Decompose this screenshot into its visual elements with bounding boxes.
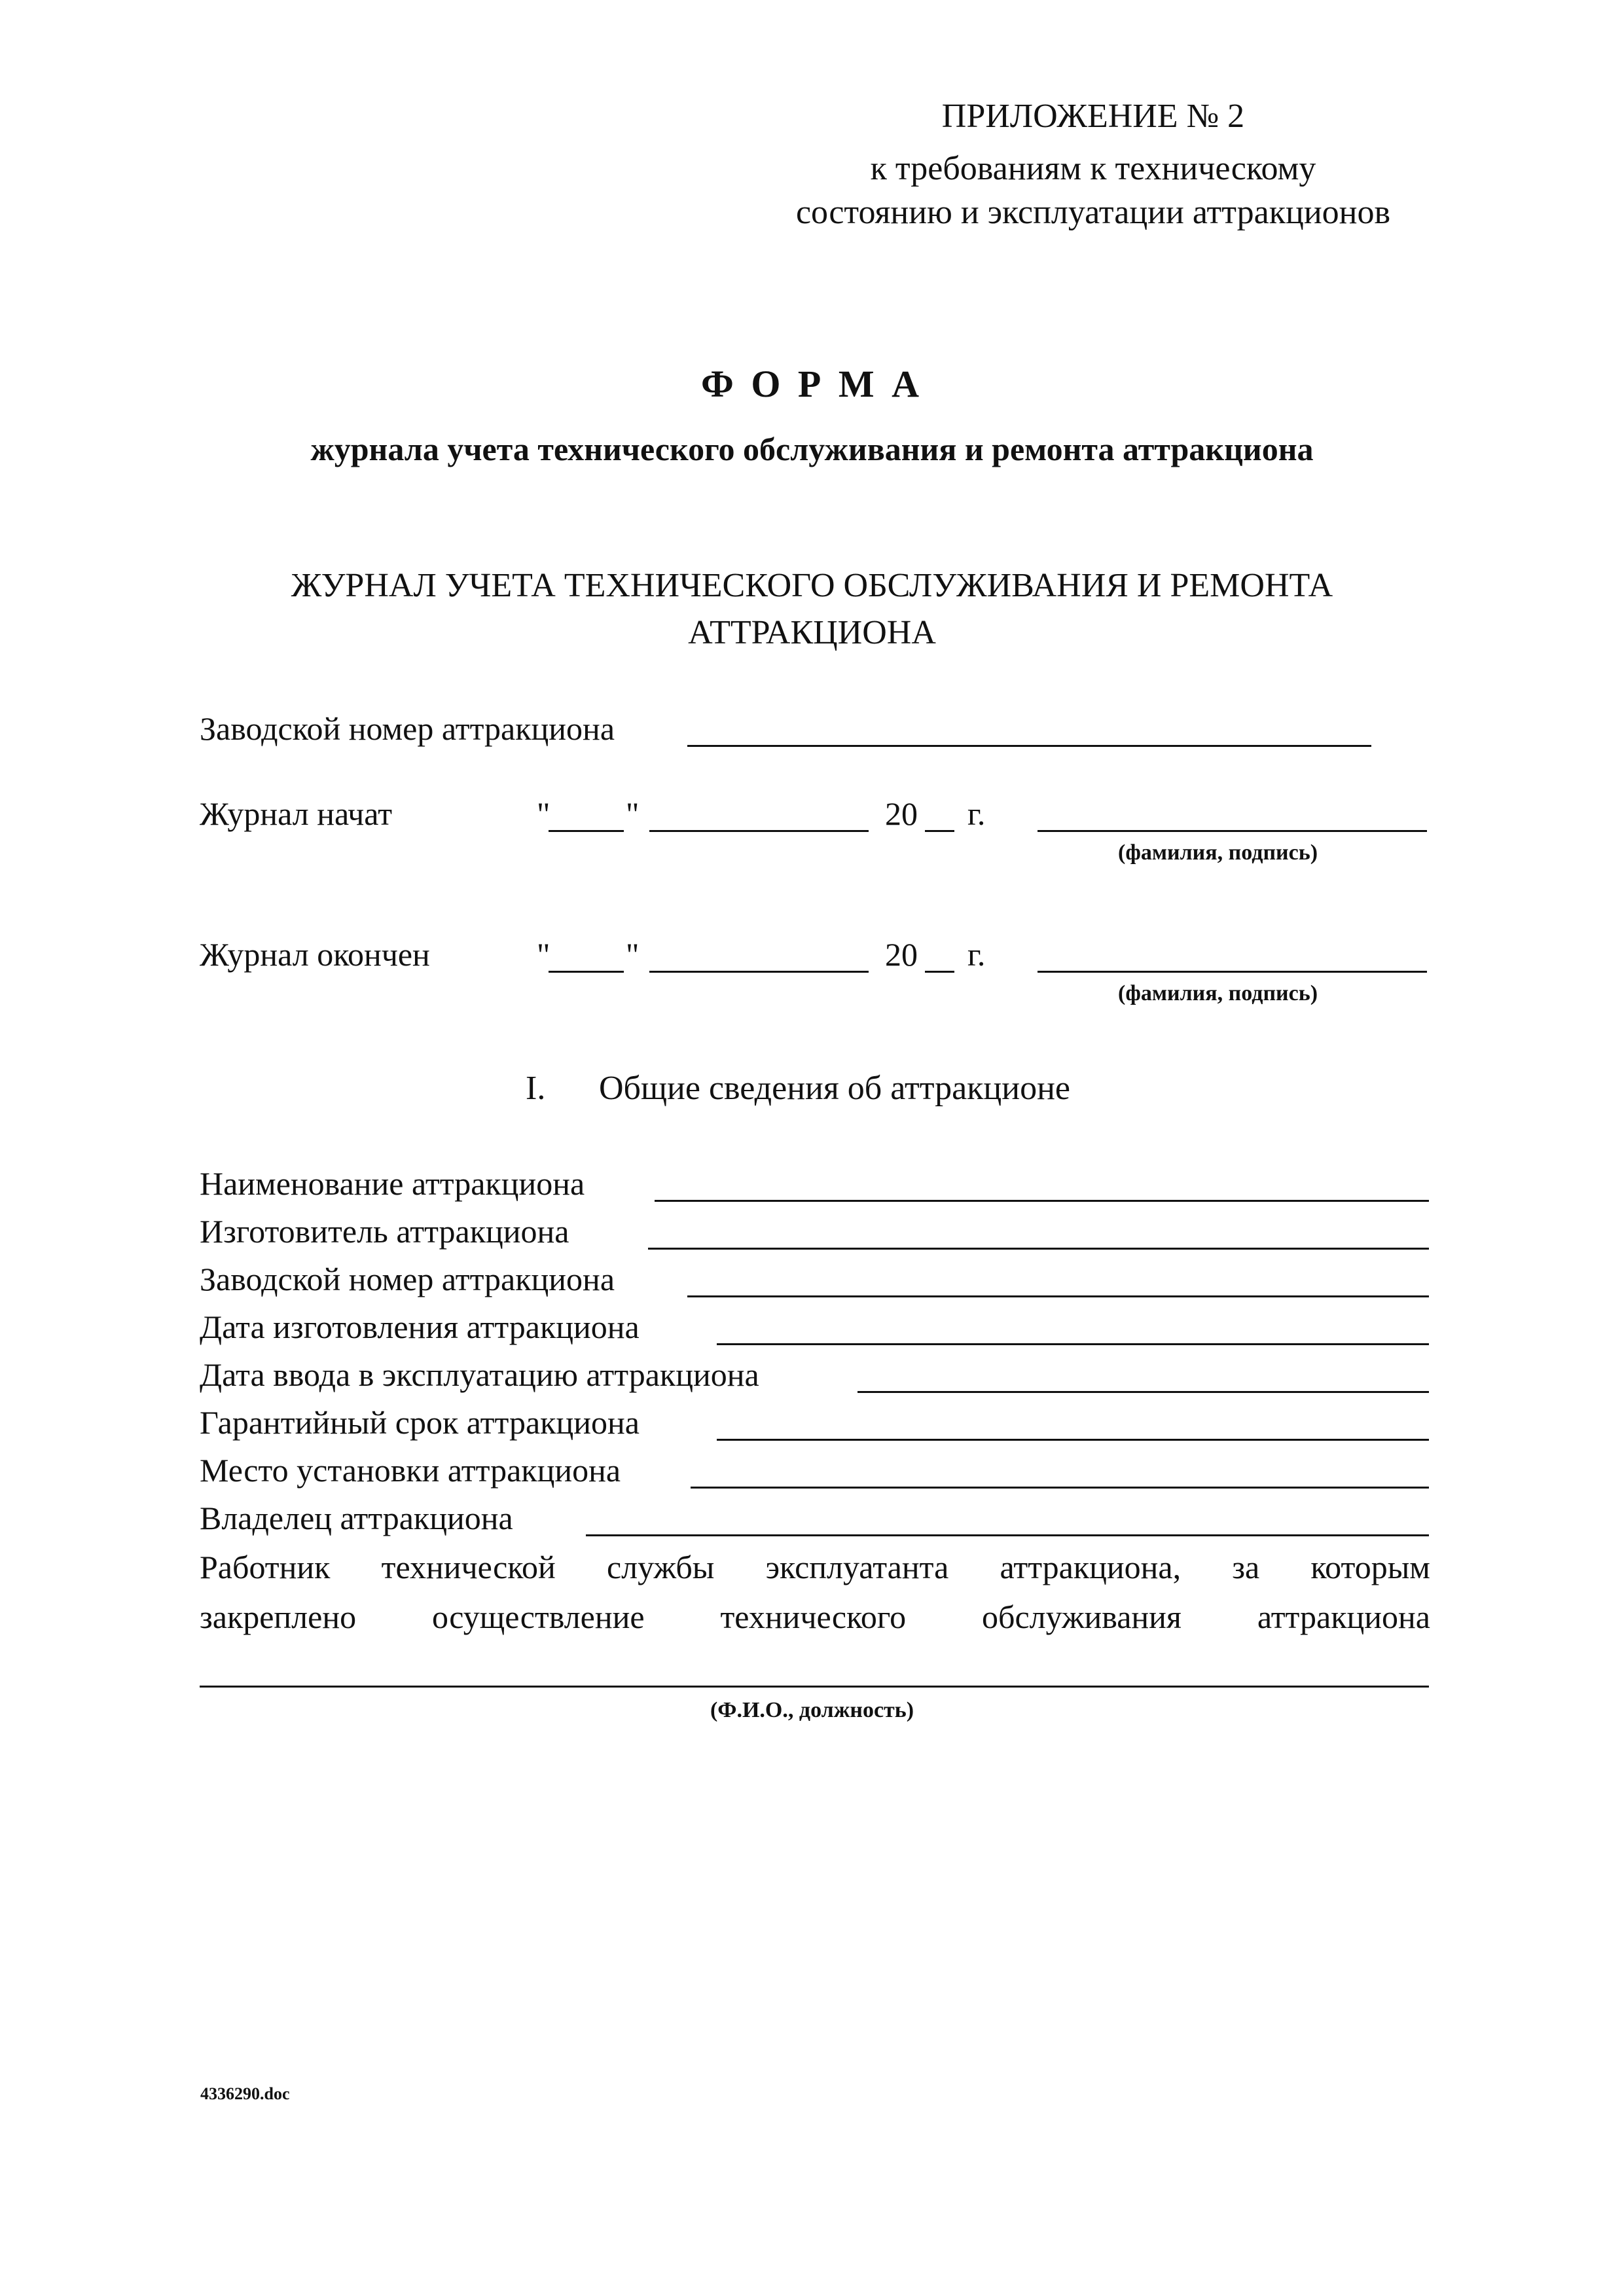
field-input-owner[interactable] <box>586 1534 1429 1536</box>
ended-year-suffix: г. <box>967 936 986 973</box>
ended-quote-open: " <box>537 936 550 973</box>
appendix-title: ПРИЛОЖЕНИЕ № 2 <box>941 98 1245 135</box>
started-quote-open: " <box>537 795 550 832</box>
serial-number-label: Заводской номер аттракциона <box>200 710 615 747</box>
field-input-warranty[interactable] <box>717 1439 1429 1441</box>
section-number: I. <box>526 1070 546 1107</box>
appendix-condition: состоянию и эксплуатации аттракционов <box>795 194 1391 231</box>
form-subtitle: журнала учета технического обслуживания и ремонта аттракциона <box>310 431 1314 467</box>
worker-word: аттракциона <box>1257 1599 1430 1635</box>
worker-word: технического <box>720 1599 907 1635</box>
worker-caption: (Ф.И.О., должность) <box>710 1698 914 1722</box>
field-input-location[interactable] <box>691 1487 1429 1489</box>
ended-year-prefix: 20 <box>885 936 918 973</box>
field-label-commission-date: Дата ввода в эксплуатацию аттракциона <box>200 1356 759 1393</box>
section-title: Общие сведения об аттракционе <box>599 1070 1070 1107</box>
ended-signature-caption: (фамилия, подпись) <box>1118 981 1318 1005</box>
field-label-serial: Заводской номер аттракциона <box>200 1261 615 1297</box>
journal-heading-line1: ЖУРНАЛ УЧЕТА ТЕХНИЧЕСКОГО ОБСЛУЖИВАНИЯ И РЕМОНТА <box>291 567 1333 604</box>
field-input-name[interactable] <box>655 1200 1429 1202</box>
started-year-suffix: г. <box>967 795 986 832</box>
started-quote-close: " <box>626 795 640 832</box>
field-input-manufacturer[interactable] <box>648 1248 1429 1250</box>
worker-word: эксплуатанта <box>765 1549 949 1585</box>
field-input-manufacture-date[interactable] <box>717 1343 1429 1345</box>
field-label-owner: Владелец аттракциона <box>200 1500 513 1536</box>
worker-input-field[interactable] <box>200 1686 1429 1688</box>
worker-line-1 <box>200 1549 1430 1585</box>
journal-heading-line2: АТТРАКЦИОНА <box>688 614 936 651</box>
journal-started-label: Журнал начат <box>200 795 393 832</box>
started-day-field[interactable] <box>549 830 624 832</box>
worker-word: Работник <box>200 1549 331 1585</box>
worker-word: осуществление <box>431 1599 645 1635</box>
form-title: Ф О Р М А <box>701 363 923 405</box>
worker-word: службы <box>606 1549 715 1585</box>
started-signature-caption: (фамилия, подпись) <box>1118 840 1318 865</box>
appendix-requirements: к требованиям к техническому <box>870 150 1316 187</box>
field-label-location: Место установки аттракциона <box>200 1452 621 1489</box>
worker-word: технической <box>381 1549 556 1585</box>
ended-signature-field[interactable] <box>1038 971 1427 973</box>
field-input-commission-date[interactable] <box>857 1391 1429 1393</box>
worker-word: обслуживания <box>982 1599 1182 1635</box>
ended-quote-close: " <box>626 936 640 973</box>
started-year-prefix: 20 <box>885 795 918 832</box>
serial-number-field[interactable] <box>687 745 1371 747</box>
document-id: 4336290.doc <box>200 2084 290 2103</box>
worker-word: аттракциона, <box>1000 1549 1182 1585</box>
worker-word: закреплено <box>200 1599 357 1635</box>
field-label-warranty: Гарантийный срок аттракциона <box>200 1404 640 1441</box>
worker-line-2 <box>200 1599 1430 1635</box>
journal-ended-label: Журнал окончен <box>200 936 430 973</box>
worker-word: за <box>1232 1549 1260 1585</box>
started-year-field[interactable] <box>925 830 954 832</box>
field-label-name: Наименование аттракциона <box>200 1165 585 1202</box>
field-label-manufacturer: Изготовитель аттракциона <box>200 1213 569 1250</box>
started-signature-field[interactable] <box>1038 830 1427 832</box>
field-input-serial[interactable] <box>687 1295 1429 1297</box>
worker-word: которым <box>1310 1549 1430 1585</box>
field-label-manufacture-date: Дата изготовления аттракциона <box>200 1309 640 1345</box>
started-month-field[interactable] <box>649 830 869 832</box>
ended-month-field[interactable] <box>649 971 869 973</box>
ended-year-field[interactable] <box>925 971 954 973</box>
ended-day-field[interactable] <box>549 971 624 973</box>
